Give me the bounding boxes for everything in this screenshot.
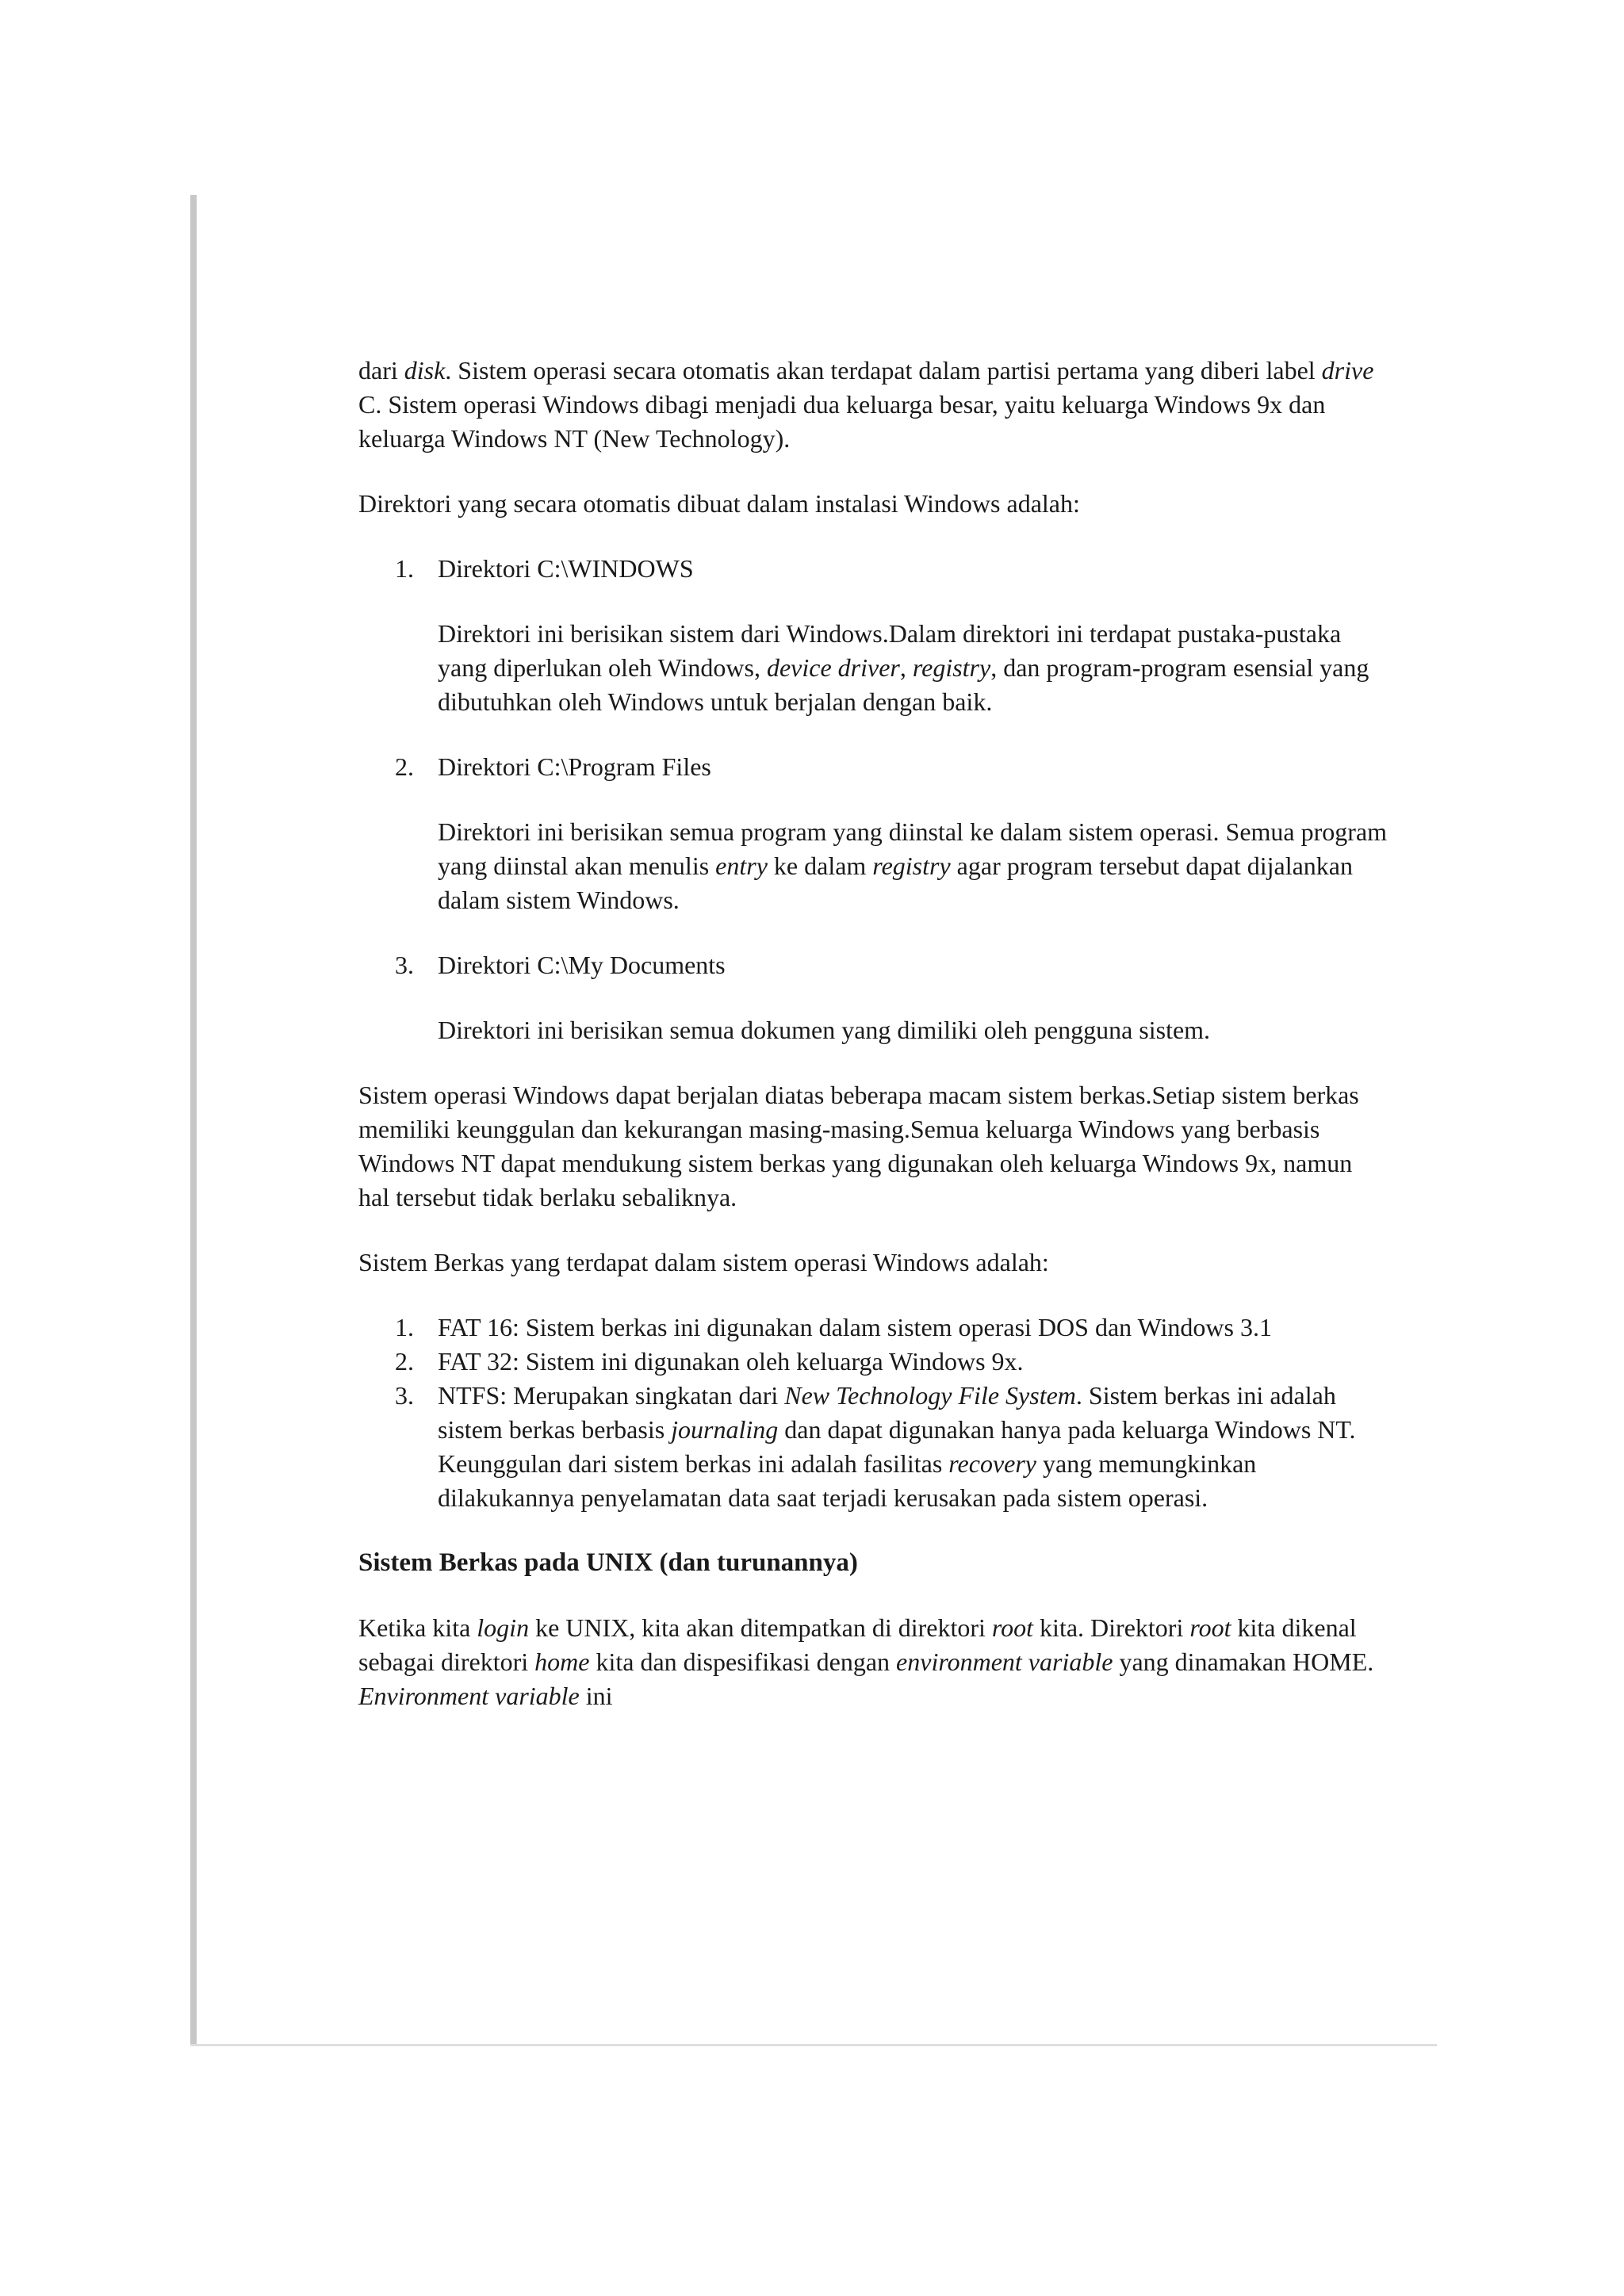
- directories-intro: Direktori yang secara otomatis dibuat dalam instalasi Windows adalah:: [358, 489, 1080, 518]
- directory-description: Direktori ini berisikan semua program yang diinstal ke dalam sistem operasi. Semua program yang diinstal akan menulis entry ke dalam registry agar program tersebut dapat dijalankan dalam sistem Windows.: [438, 817, 1388, 914]
- list-item: [358, 1345, 1389, 1379]
- list-item: [358, 948, 1389, 982]
- directory-description: Direktori ini berisikan sistem dari Windows.Dalam direktori ini terdapat pustaka-pustaka yang diperlukan oleh Windows, device driver, registry, dan program-program esensial yang dibutuhkan oleh Windows untuk berjalan dengan baik.: [438, 619, 1369, 716]
- document-body: [358, 354, 1389, 1713]
- page-bottom-border: [190, 2044, 1437, 2046]
- paragraph-intro: dari disk. Sistem operasi secara otomatis akan terdapat dalam partisi pertama yang diberi label drive C. Sistem operasi Windows dibagi menjadi dua keluarga besar, yaitu keluarga Windows 9x dan keluarga Windows NT (New Technology).: [358, 356, 1374, 453]
- filesystem-list: [358, 1311, 1389, 1515]
- directory-title: Direktori C:\Program Files: [438, 752, 711, 781]
- list-item: [358, 1311, 1389, 1345]
- directory-title: Direktori C:\My Documents: [438, 951, 726, 979]
- filesystem-text: FAT 32: Sistem ini digunakan oleh keluarga Windows 9x.: [438, 1347, 1024, 1376]
- list-item: [358, 552, 1389, 586]
- filesystems-intro: Sistem Berkas yang terdapat dalam sistem operasi Windows adalah:: [358, 1248, 1049, 1276]
- directory-list: [358, 552, 1389, 1047]
- list-item: [358, 1379, 1389, 1515]
- list-number: 1.: [395, 1313, 414, 1341]
- list-number: 2.: [395, 1347, 414, 1376]
- list-number: 1.: [395, 554, 414, 583]
- list-number: 3.: [395, 951, 414, 979]
- filesystem-text: NTFS: Merupakan singkatan dari New Technology File System. Sistem berkas ini adalah sistem berkas berbasis journaling dan dapat digunakan hanya pada keluarga Windows NT. Keunggulan dari sistem berkas ini adalah fasilitas recovery yang memungkinkan dilakukannya penyelamatan data saat terjadi kerusakan pada sistem operasi.: [438, 1381, 1356, 1512]
- filesystem-text: FAT 16: Sistem berkas ini digunakan dalam sistem operasi DOS dan Windows 3.1: [438, 1313, 1272, 1341]
- directory-description: Direktori ini berisikan semua dokumen yang dimiliki oleh pengguna sistem.: [438, 1016, 1211, 1044]
- directory-title: Direktori C:\WINDOWS: [438, 554, 694, 583]
- paragraph-filesystems: Sistem operasi Windows dapat berjalan diatas beberapa macam sistem berkas.Setiap sistem berkas memiliki keunggulan dan kekurangan masing-masing.Semua keluarga Windows yang berbasis Windows NT dapat mendukung sistem berkas yang digunakan oleh keluarga Windows 9x, namun hal tersebut tidak berlaku sebaliknya.: [358, 1081, 1359, 1211]
- list-number: 2.: [395, 752, 414, 781]
- section-heading-unix: Sistem Berkas pada UNIX (dan turunannya): [358, 1548, 858, 1577]
- paragraph-unix: Ketika kita login ke UNIX, kita akan ditempatkan di direktori root kita. Direktori root kita dikenal sebagai direktori home kita dan dispesifikasi dengan environment variable yang dinamakan HOME. Environment variable ini: [358, 1613, 1374, 1710]
- page-left-border: [190, 195, 197, 2045]
- list-number: 3.: [395, 1381, 414, 1410]
- list-item: [358, 750, 1389, 784]
